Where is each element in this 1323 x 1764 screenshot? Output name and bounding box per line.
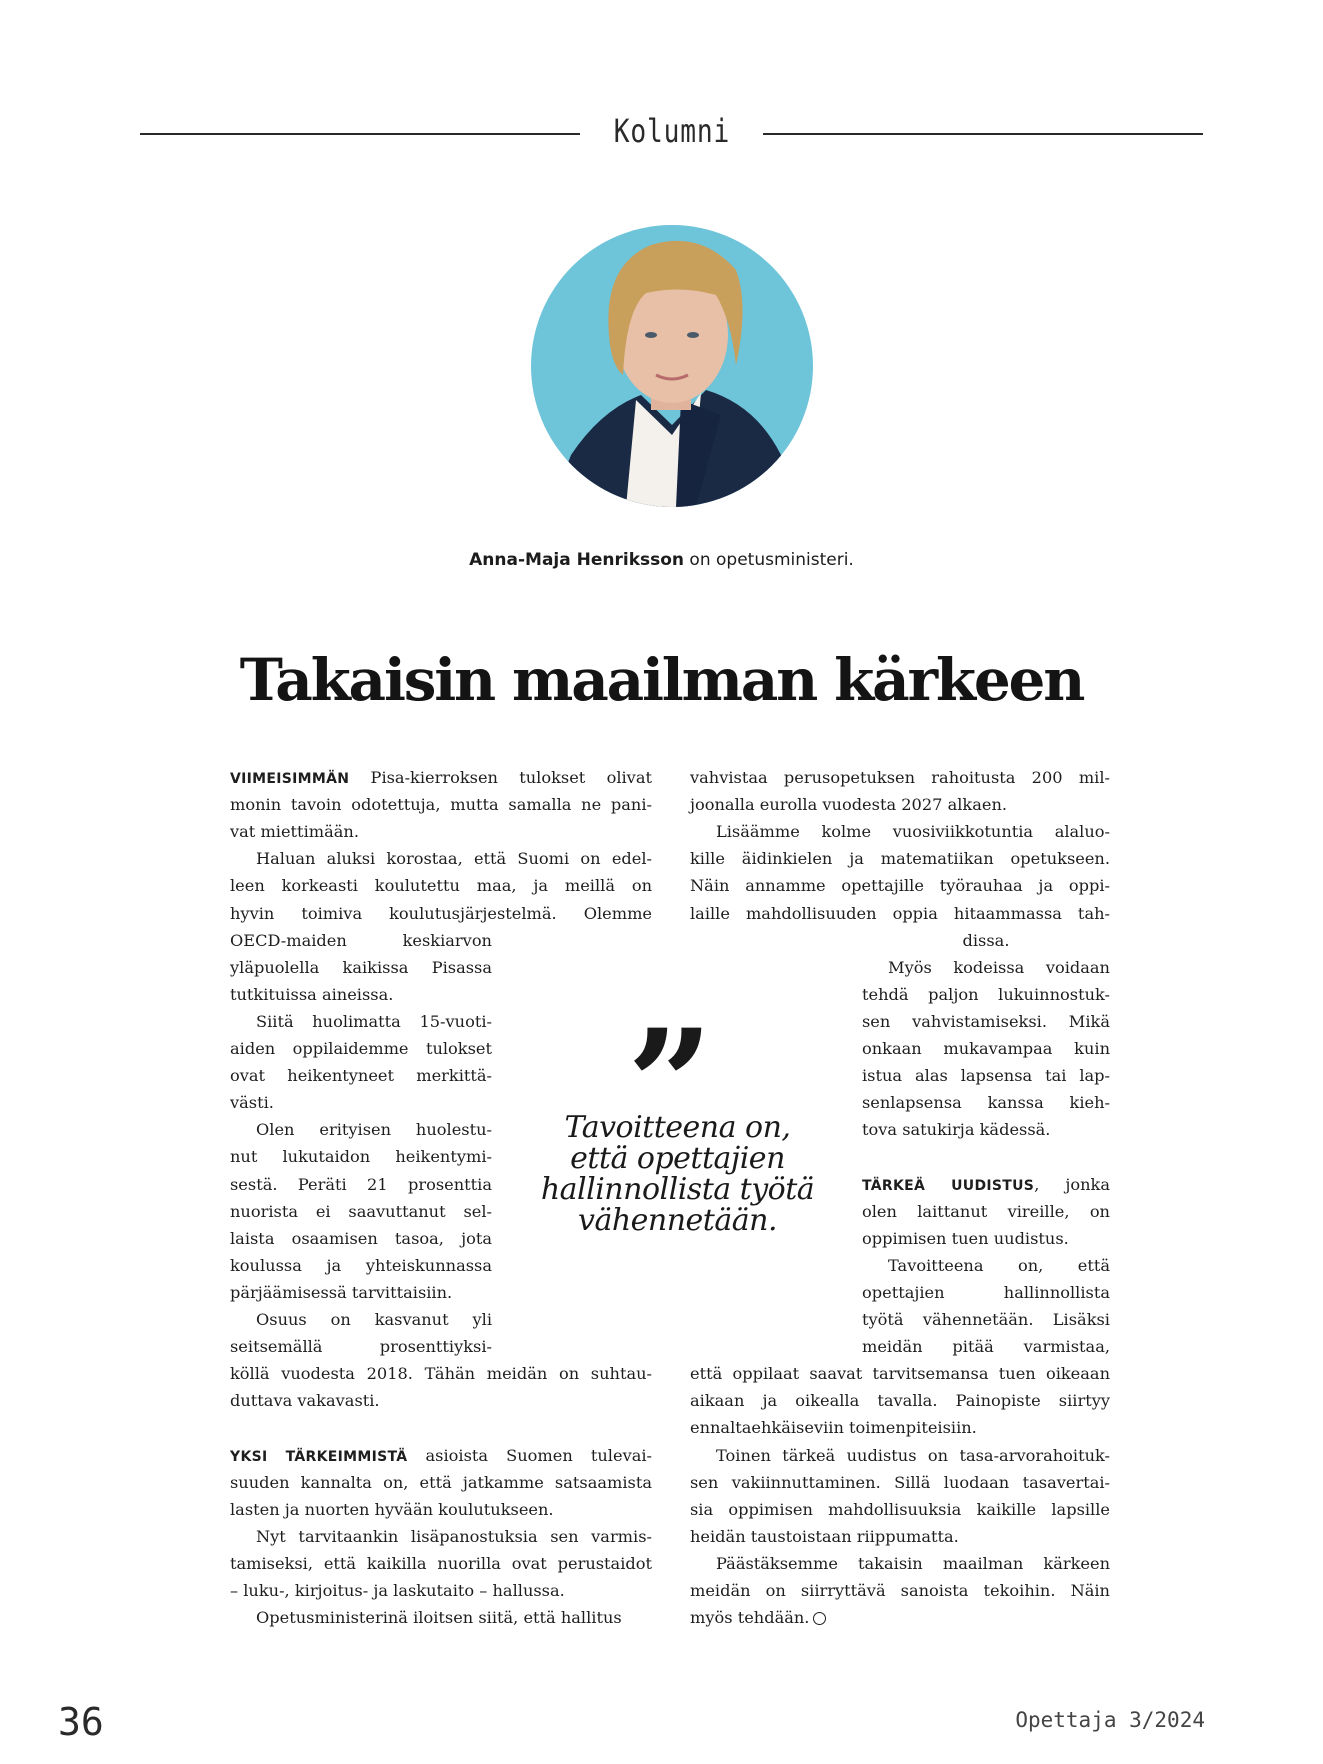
text-line [230,1198,492,1225]
text-run: senlapsensa kanssa kieh- [862,1093,1110,1113]
text-run: Näin annamme opettajille työrauhaa ja oppi- [690,876,1110,896]
text-run: meidän pitää varmistaa, [862,1337,1110,1357]
pull-quote [505,1112,850,1236]
text-line [230,1469,652,1496]
text-run: köllä vuodesta 2018. Tähän meidän on suhtau- [230,1364,652,1384]
text-run: Nyt tarvitaankin lisäpanostuksia sen varmis- [256,1526,652,1546]
text-line [862,1225,1110,1252]
author-role: on opetusministeri. [684,550,854,570]
text-run: Myös kodeissa voidaan [888,957,1110,977]
text-run: aikaan ja oikealla tavalla. Painopiste siirtyy [690,1391,1110,1411]
pull-quote-line: että opettajien [570,1141,785,1176]
text-line [690,1387,1110,1414]
text-run: – luku-, kirjoitus- ja laskutaito – hallussa. [230,1581,565,1600]
text-line [888,1252,1110,1279]
text-run: opettajien hallinnollista [862,1282,1110,1302]
text-run: sen vakiinnuttaminen. Sillä luodaan tasavertai- [690,1472,1110,1492]
text-run: Haluan aluksi korostaa, että Suomi on edel- [256,849,652,869]
text-line [230,1252,492,1279]
text-run: sestä. Peräti 21 prosenttia [230,1174,492,1194]
text-line [256,1116,492,1143]
text-run: leen korkeasti koulutettu maa, ja meillä on [230,876,652,896]
end-of-article-icon [813,1612,826,1625]
text-run: tehdä paljon lukuinnostuk- [862,984,1110,1004]
text-line [862,1198,1110,1225]
text-line [862,1171,1110,1198]
lead-in-caps: VIIMEISIMMÄN [230,771,350,787]
text-line [230,1577,652,1604]
text-line [690,900,1110,927]
text-run: laista osaamisen tasoa, jota [230,1228,492,1248]
text-line [690,1414,1110,1441]
pull-quote-line: hallinnollista työtä [540,1172,815,1207]
text-run: heidän taustoistaan riippumatta. [690,1526,959,1546]
text-line [256,1523,652,1550]
text-line [256,1008,492,1035]
text-line [230,1550,652,1577]
author-portrait-icon [531,225,813,507]
text-line [230,1360,652,1387]
text-run: sia oppimisen mahdollisuuksia kaikille lapsille [690,1499,1110,1519]
text-line [230,1333,492,1360]
text-line [230,791,652,818]
text-line [230,900,652,927]
text-run: hyvin toimiva koulutusjärjestelmä. Olemme [230,903,652,923]
text-run: OECD-maiden keskiarvon [230,930,492,950]
text-line [230,818,652,845]
text-line [690,764,1110,791]
text-run: Toinen tärkeä uudistus on tasa-arvorahoituk- [716,1445,1110,1465]
page-number: 36 [58,1700,104,1744]
text-line [716,1550,1110,1577]
text-run: ovat heikentyneet merkittä- [230,1066,492,1086]
text-line [230,1143,492,1170]
article-title: Takaisin maailman kärkeen [239,646,1084,714]
text-line [862,1035,1110,1062]
text-run: vahvistaa perusopetuksen rahoitusta 200 mil- [690,768,1110,787]
text-run: asioista Suomen tulevai- [407,1445,653,1465]
text-line [690,1577,1110,1604]
text-line [230,1089,492,1116]
author-caption [0,550,1323,570]
text-run: tova satukirja kädessä. [862,1120,1051,1140]
text-line [230,1496,652,1523]
text-run: , jonka [1034,1174,1110,1194]
text-run: tamiseksi, että kaikilla nuorilla ovat perustaidot [230,1553,652,1573]
text-run: Päästäksemme takaisin maailman kärkeen [716,1553,1110,1573]
text-run: tutkituissa aineissa. [230,984,394,1004]
section-label-box [591,112,752,150]
text-run: monin tavoin odotettuja, mutta samalla ne pani- [230,795,652,815]
text-run: myös tehdään. [690,1608,810,1628]
text-run: pärjäämisessä tarvittaisiin. [230,1282,453,1302]
text-line [230,1035,492,1062]
text-line [690,872,1110,899]
text-run: ennaltaehkäiseviin toimenpiteisiin. [690,1418,977,1438]
pull-quote-line: Tavoitteena on, [564,1110,791,1145]
text-line [862,1062,1110,1089]
text-run: oppimisen tuen uudistus. [862,1228,1069,1248]
text-line [230,1225,492,1252]
text-line [256,1306,492,1333]
text-run: istua alas lapsensa tai lap- [862,1066,1110,1086]
section-label: Kolumni [613,112,730,150]
text-line [862,1008,1110,1035]
text-line [230,1442,652,1469]
text-run: Pisa-kierroksen tulokset olivat [349,768,652,787]
header-rule-left [140,133,580,135]
header-rule-right [763,133,1203,135]
text-line [888,954,1110,981]
text-line [862,1089,1110,1116]
text-line [230,981,492,1008]
text-line [716,818,1110,845]
text-run: sen vahvistamiseksi. Mikä [862,1011,1110,1031]
quote-mark-icon [610,1010,730,1090]
text-run: seitsemällä prosenttiyksi- [230,1337,492,1357]
text-run: yläpuolella kaikissa Pisassa [230,957,492,977]
text-line [862,1116,1110,1143]
text-run: duttava vakavasti. [230,1391,380,1411]
text-run: onkaan mukavampaa kuin [862,1039,1110,1058]
text-line [230,1062,492,1089]
text-line [230,1171,492,1198]
text-run: meidän on siirryttävä sanoista tekoihin. Näin [690,1581,1110,1600]
text-run: olen laittanut vireille, on [862,1201,1110,1221]
lead-in-caps: TÄRKEÄ UUDISTUS [862,1177,1035,1194]
text-line [230,927,492,954]
text-line [230,764,652,791]
text-run: Lisäämme kolme vuosiviikkotuntia alaluo- [716,822,1110,842]
text-line [690,1360,1110,1387]
text-line [230,872,652,899]
publication-issue: Opettaja 3/2024 [1015,1708,1205,1732]
text-line [690,1604,1110,1631]
pull-quote-line: vähennetään. [578,1203,777,1238]
author-name: Anna-Maja Henriksson [469,550,685,570]
text-run: nut lukutaidon heikentymi- [230,1147,492,1167]
text-run: aiden oppilaidemme tulokset [230,1039,492,1058]
lead-in-caps: YKSI TÄRKEIMMISTÄ [230,1448,408,1465]
text-line [862,927,1110,954]
text-run: suuden kannalta on, että jatkamme satsaamista [230,1472,652,1492]
text-run: Olen erityisen huolestu- [256,1120,492,1140]
text-run: työtä vähennetään. Lisäksi [862,1310,1110,1329]
text-run: kille äidinkielen ja matematiikan opetukseen. [690,849,1110,869]
text-line [230,1279,492,1306]
text-run: dissa. [962,930,1010,950]
text-run: Tavoitteena on, että [888,1255,1110,1275]
text-line [690,1496,1110,1523]
text-line [690,1523,1110,1550]
text-run: koulussa ja yhteiskunnassa [230,1255,492,1275]
text-run: joonalla eurolla vuodesta 2027 alkaen. [690,795,1008,815]
text-run: västi. [230,1093,274,1113]
text-line [230,954,492,981]
text-run: Opetusministerinä iloitsen siitä, että hallitus [256,1608,622,1628]
text-line [690,1469,1110,1496]
text-run: että oppilaat saavat tarvitsemansa tuen oikeaan [690,1364,1110,1384]
text-line [862,1306,1110,1333]
text-line [690,791,1110,818]
text-line [256,1604,652,1631]
text-line [230,1387,652,1414]
text-line [716,1442,1110,1469]
text-line [862,1333,1110,1360]
text-line [690,845,1110,872]
text-run: vat miettimään. [230,822,359,842]
text-run: laille mahdollisuuden oppia hitaammassa tah- [690,903,1110,923]
text-run: Osuus on kasvanut yli [256,1310,492,1329]
text-run: Siitä huolimatta 15-vuoti- [256,1011,492,1031]
text-line [862,1279,1110,1306]
text-line [862,981,1110,1008]
text-run: nuorista ei saavuttanut sel- [230,1201,492,1221]
text-run: lasten ja nuorten hyvään koulutukseen. [230,1499,554,1519]
text-line [256,845,652,872]
